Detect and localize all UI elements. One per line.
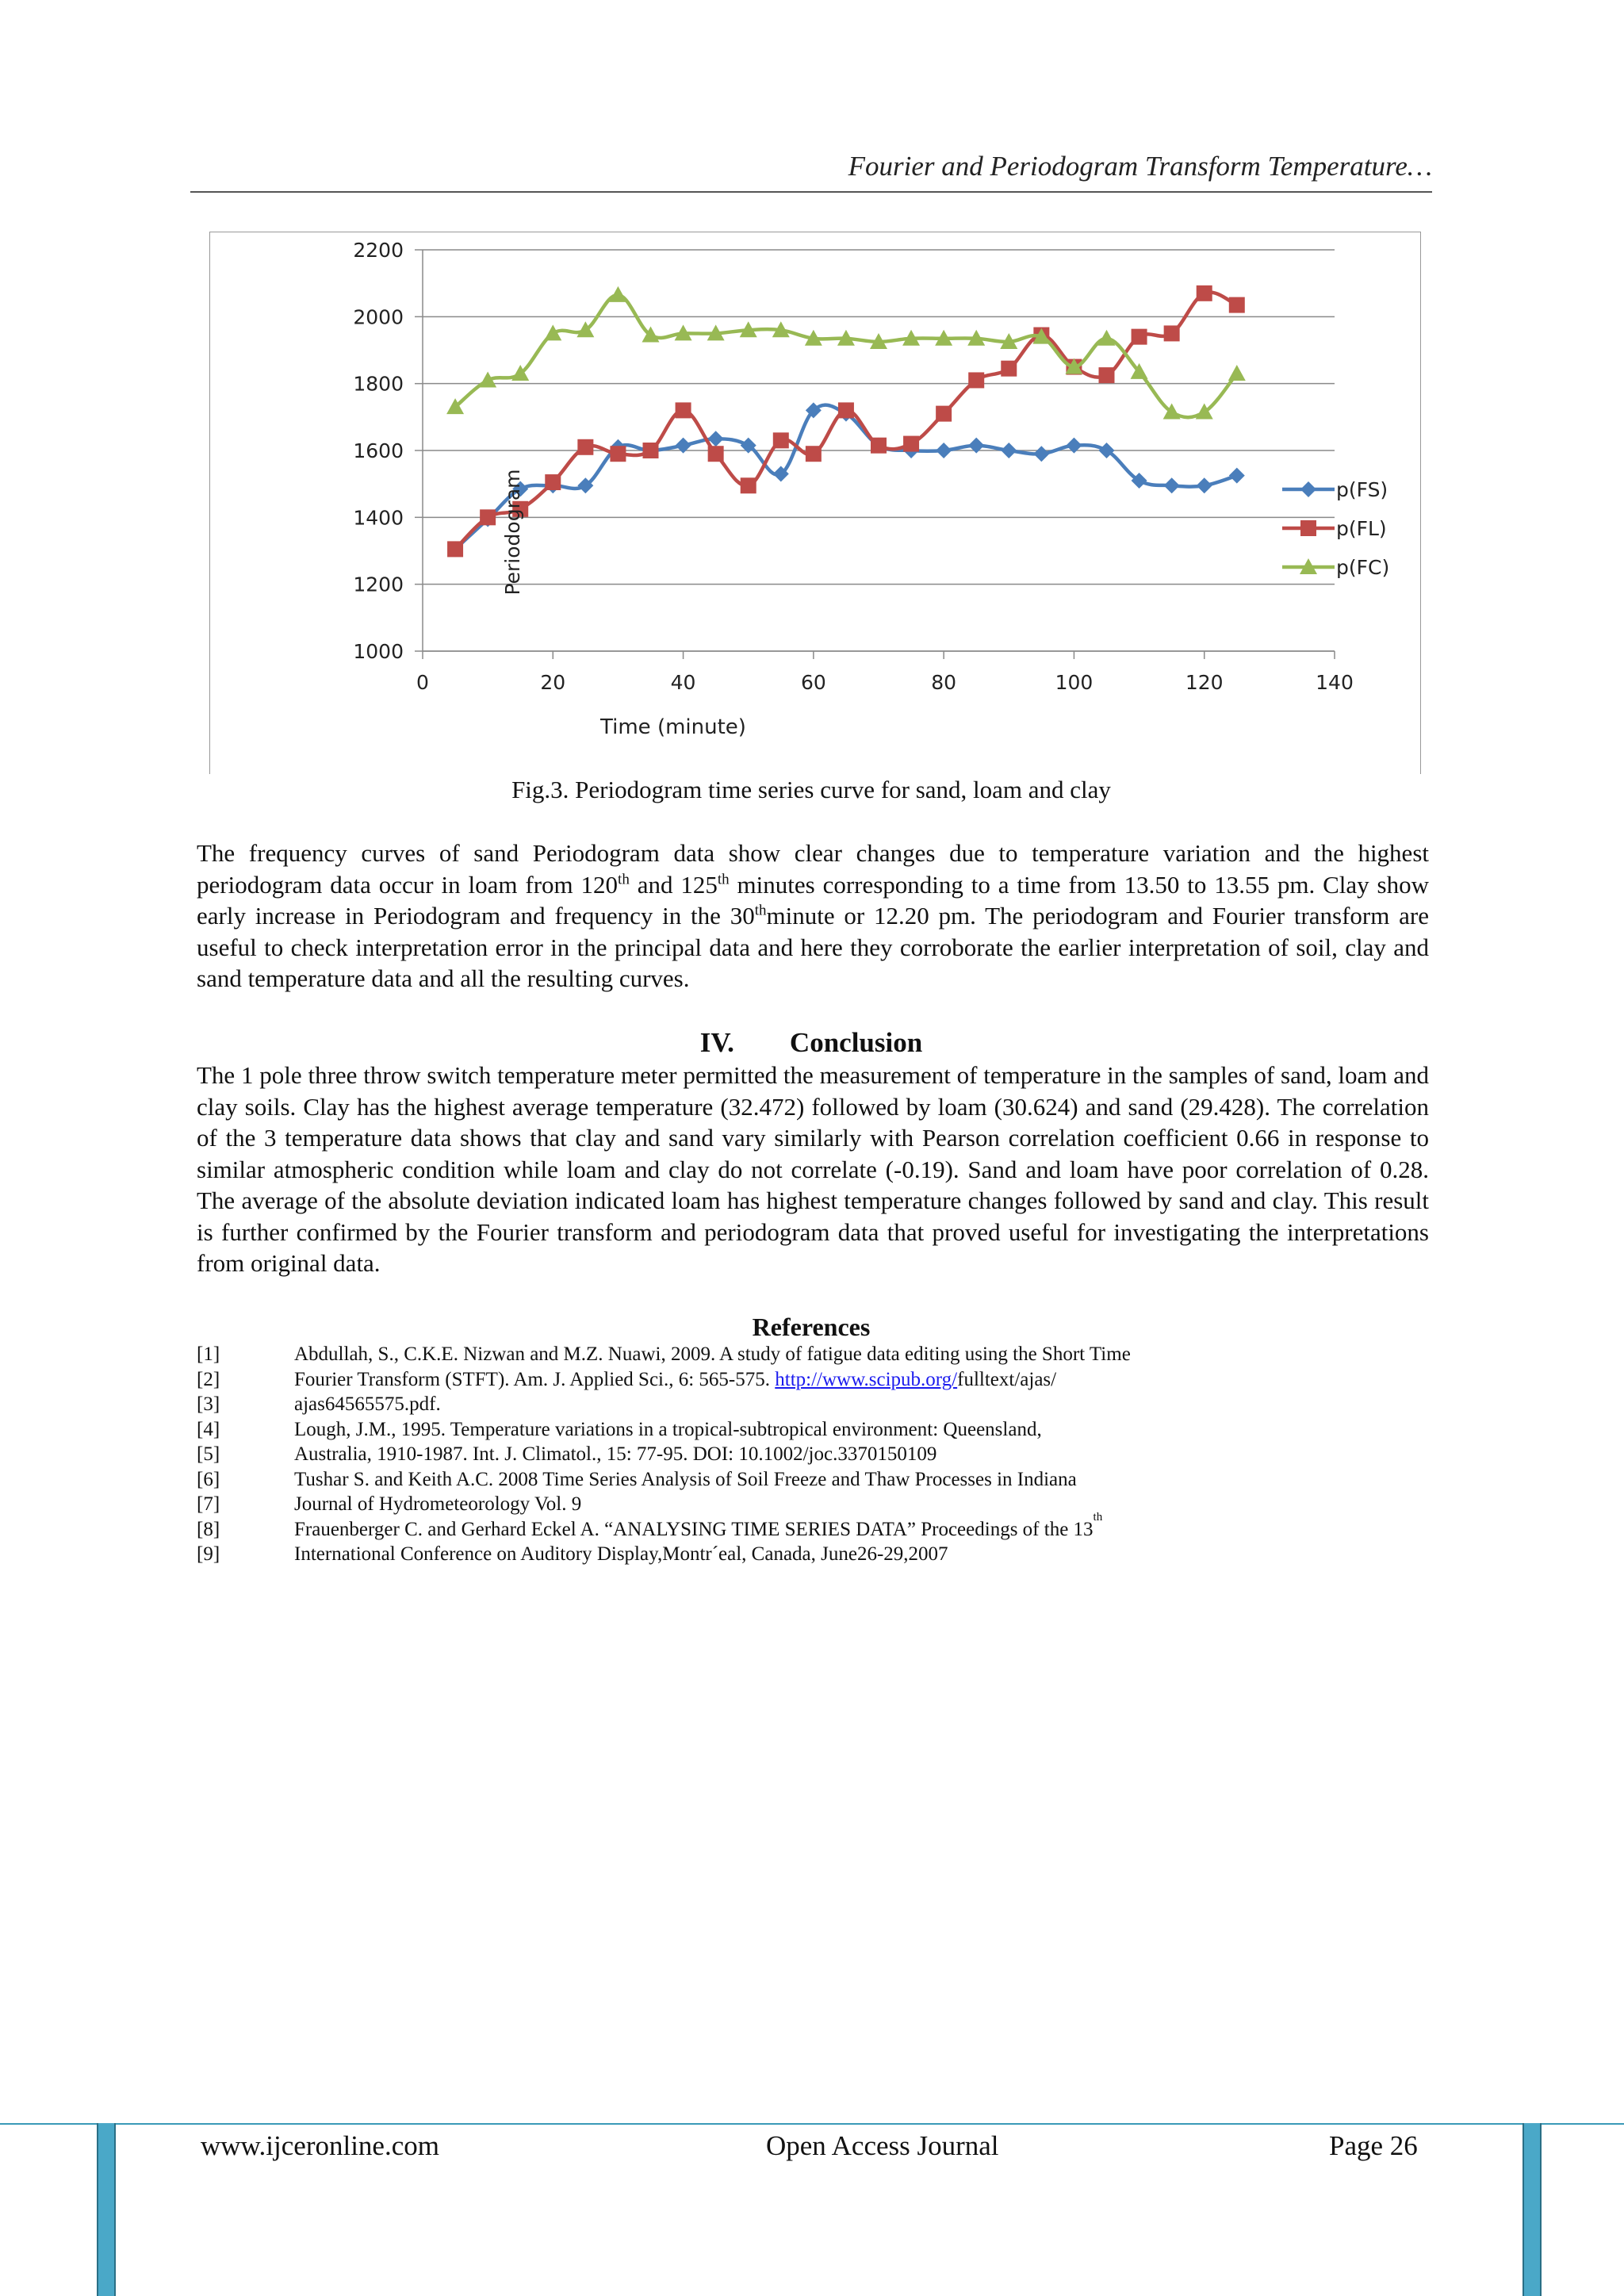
para1-sup-a: th [618, 871, 630, 888]
data-point [741, 477, 756, 493]
reference-item [197, 1417, 1434, 1443]
y-tick-label: 1800 [353, 372, 404, 396]
section-title: Conclusion [789, 1027, 923, 1058]
x-tick-label: 20 [540, 671, 566, 694]
x-tick-label: 140 [1316, 671, 1354, 694]
data-point [1099, 367, 1115, 383]
legend-label: p(FS) [1336, 478, 1388, 501]
data-point [1229, 297, 1245, 313]
data-point [577, 439, 593, 455]
reference-text: Tushar S. and Keith A.C. 2008 Time Series Analysis of Soil Freeze and Thaw Processes in Indiana [294, 1468, 1077, 1490]
data-point [676, 402, 691, 418]
reference-text-after-link: fulltext/ajas/ [957, 1368, 1057, 1390]
data-point [1228, 365, 1246, 381]
y-tick-label: 1400 [353, 506, 404, 530]
data-point [609, 286, 626, 302]
data-point [643, 443, 659, 458]
reference-text: Lough, J.M., 1995. Temperature variations in a tropical-subtropical environment: Queensland, [294, 1418, 1042, 1440]
data-point [936, 406, 952, 422]
body-paragraph-1 [197, 838, 1429, 995]
data-point [1164, 325, 1180, 341]
data-point [1197, 477, 1212, 493]
x-tick-label: 100 [1055, 671, 1094, 694]
legend-label: p(FC) [1336, 556, 1390, 579]
para1-sup-b: th [717, 871, 730, 888]
reference-number: [2] [197, 1368, 220, 1390]
data-point [610, 446, 626, 462]
section-heading [190, 1027, 1432, 1059]
x-tick-label: 40 [670, 671, 696, 694]
data-point [545, 474, 561, 490]
x-tick-label: 120 [1185, 671, 1224, 694]
x-axis-label: Time (minute) [600, 715, 746, 739]
data-point [968, 372, 984, 388]
reference-number: [9] [197, 1543, 220, 1565]
para1-text-a: The frequency curves of sand Periodogram data show clear changes due to temperature variation and the highest periodogram data occur in loam from 120 [197, 839, 1429, 899]
reference-number: [4] [197, 1418, 220, 1440]
data-point [708, 446, 724, 462]
para1-text-d: minute or 12.20 pm. The periodogram and Fourier transform are useful to check interpretation error in the principal data and here they corroborate the earlier interpretation of soil, clay and sand temperature data and all the resulting curves. [197, 902, 1429, 992]
footer-left-bar [97, 2123, 116, 2296]
data-point [1197, 286, 1212, 301]
y-axis-label: Periodogram [501, 469, 524, 596]
reference-text: Australia, 1910-1987. Int. J. Climatol., 15: 77-95. DOI: 10.1002/joc.3370150109 [294, 1443, 937, 1465]
series-line-pfc [455, 295, 1237, 417]
footer-right-bar [1522, 2123, 1542, 2296]
data-point [480, 509, 496, 525]
reference-text: Frauenberger C. and Gerhard Eckel A. “ANALYSING TIME SERIES DATA” Proceedings of the 13 [294, 1518, 1094, 1540]
reference-text: Journal of Hydrometeorology Vol. 9 [294, 1493, 582, 1515]
reference-sup: th [1093, 1510, 1103, 1524]
data-point [1164, 477, 1180, 493]
reference-link[interactable]: http://www.scipub.org/ [775, 1368, 958, 1390]
x-tick-label: 0 [416, 671, 429, 694]
reference-item [197, 1542, 1434, 1567]
y-tick-label: 1000 [353, 640, 404, 663]
data-point [1001, 443, 1017, 458]
reference-number: [3] [197, 1393, 220, 1415]
data-point [1229, 468, 1245, 484]
y-tick-label: 2000 [353, 305, 404, 329]
running-header: Fourier and Periodogram Transform Temperature… [848, 151, 1432, 182]
reference-item [197, 1367, 1434, 1393]
reference-item [197, 1492, 1434, 1517]
reference-text: Abdullah, S., C.K.E. Nizwan and M.Z. Nuawi, 2009. A study of fatigue data editing using the Short Time [294, 1343, 1131, 1365]
x-tick-label: 80 [931, 671, 957, 694]
reference-text: Fourier Transform (STFT). Am. J. Applied Sci., 6: 565-575. [294, 1368, 771, 1390]
data-point [936, 443, 952, 458]
legend-marker [1300, 481, 1316, 497]
periodogram-chart [210, 232, 1422, 775]
y-tick-label: 2200 [353, 239, 404, 262]
series-line-pfs [455, 405, 1237, 550]
data-point [838, 402, 854, 418]
para1-sup-c: th [754, 902, 767, 919]
legend-label: p(FL) [1336, 517, 1387, 540]
reference-number: [1] [197, 1343, 220, 1365]
x-tick-label: 60 [800, 671, 826, 694]
data-point [1001, 361, 1017, 377]
reference-item [197, 1510, 1434, 1543]
references-title: References [752, 1313, 871, 1341]
data-point [773, 432, 789, 448]
figure-caption: Fig.3. Periodogram time series curve for sand, loam and clay [511, 776, 1111, 803]
data-point [903, 436, 919, 452]
reference-text: ajas64565575.pdf. [294, 1393, 441, 1415]
references-list [197, 1342, 1434, 1567]
reference-number: [6] [197, 1468, 220, 1490]
data-point [447, 541, 463, 557]
data-point [1098, 330, 1116, 346]
reference-text: International Conference on Auditory Display,Montr´eal, Canada, June26-29,2007 [294, 1543, 948, 1565]
data-point [1033, 446, 1049, 462]
footer-rule [0, 2123, 1624, 2125]
reference-item [197, 1467, 1434, 1493]
y-tick-label: 1600 [353, 439, 404, 462]
y-tick-label: 1200 [353, 573, 404, 596]
legend-marker [1300, 520, 1316, 536]
footer-website[interactable]: www.ijceronline.com [201, 2130, 439, 2161]
reference-item [197, 1442, 1434, 1467]
data-point [806, 446, 822, 462]
section-number: IV. [699, 1027, 734, 1058]
data-point [1132, 329, 1147, 345]
reference-item [197, 1342, 1434, 1367]
footer-page-number: Page 26 [1329, 2130, 1418, 2161]
reference-number: [5] [197, 1443, 220, 1465]
reference-number: [8] [197, 1518, 220, 1540]
data-point [871, 438, 887, 454]
figure-frame [209, 232, 1421, 774]
header-rule [190, 191, 1432, 193]
reference-item [197, 1392, 1434, 1417]
reference-number: [7] [197, 1493, 220, 1515]
conclusion-paragraph: The 1 pole three throw switch temperature meter permitted the measurement of temperature in the samples of sand, loam and clay soils. Clay has the highest average temperature (32.472) followed by loam (30.624) and sand (29.428). The correlation of the 3 temperature data shows that clay and sand vary similarly with Pearson correlation coefficient 0.66 in response to similar atmospheric condition while loam and clay do not correlate (-0.19). Sand and loam have poor correlation of 0.28. The average of the absolute deviation indicated loam has highest temperature changes followed by sand and clay. This result is further confirmed by the Fourier transform and periodogram data that proved useful for investigating the interpretations from original data. [197, 1061, 1429, 1277]
footer-journal: Open Access Journal [766, 2130, 999, 2161]
para1-text-c: minutes corresponding to a time from 13.50 to 13.55 pm. Clay show early increase in Periodogram and frequency in the 30 [197, 870, 1429, 930]
para1-text-b: and 125 [629, 870, 718, 899]
